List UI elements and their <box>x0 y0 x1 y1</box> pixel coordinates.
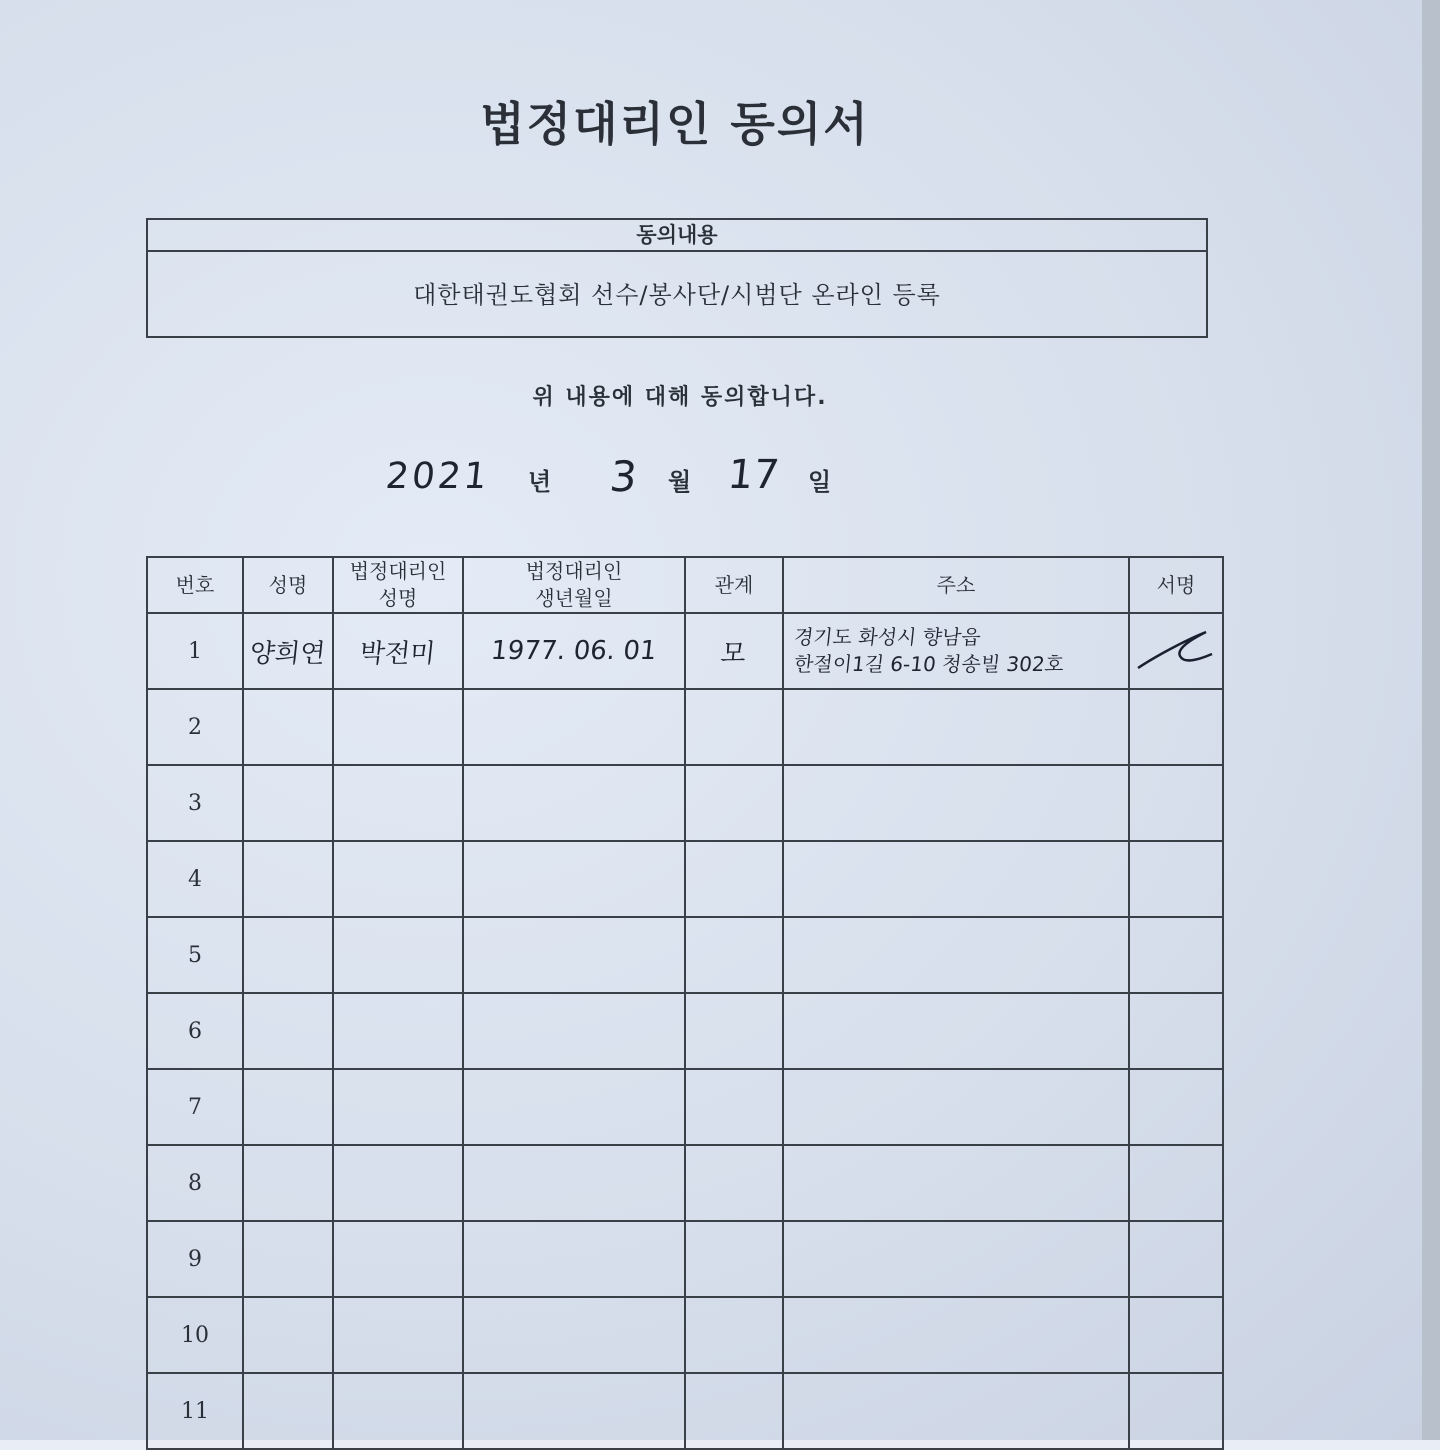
student-name-cell <box>243 841 333 917</box>
guardian-birth-cell <box>463 1373 685 1449</box>
consent-header: 동의내용 <box>148 220 1206 252</box>
signature-cell <box>1129 1221 1223 1297</box>
row-number: 1 <box>188 638 202 664</box>
table-row <box>147 1373 1223 1449</box>
relation-cell <box>685 765 783 841</box>
header-address <box>783 557 1129 613</box>
row-number: 6 <box>188 1018 202 1044</box>
table-row <box>147 1221 1223 1297</box>
guardian-name-cell <box>333 993 463 1069</box>
relation-cell <box>685 841 783 917</box>
student-name-cell <box>243 993 333 1069</box>
date-day: 17 <box>725 452 782 498</box>
row-number-cell <box>147 613 243 689</box>
guardian-name-cell <box>333 1297 463 1373</box>
address-cell <box>783 689 1129 765</box>
relation-cell <box>685 1145 783 1221</box>
document-title: 법정대리인 동의서 <box>480 97 870 151</box>
row-number: 10 <box>181 1322 209 1348</box>
date-month: 3 <box>607 452 640 501</box>
table-row <box>147 765 1223 841</box>
table-header-row <box>147 557 1223 613</box>
guardian-birth-cell <box>463 613 685 689</box>
student-name-cell <box>243 917 333 993</box>
table-row <box>147 1069 1223 1145</box>
row-number-cell <box>147 1297 243 1373</box>
row-number: 9 <box>188 1246 202 1272</box>
signature-cell <box>1129 917 1223 993</box>
guardian-name-cell <box>333 917 463 993</box>
table-row <box>147 1297 1223 1373</box>
row-number-cell <box>147 765 243 841</box>
row-number: 7 <box>188 1094 202 1120</box>
header-relation-line: 관계 <box>714 572 754 597</box>
signature-cell <box>1129 765 1223 841</box>
student-name-cell <box>243 1221 333 1297</box>
header-guardian-name <box>333 557 463 613</box>
table-row <box>147 689 1223 765</box>
row-number: 5 <box>188 942 202 968</box>
guardian-birth-cell <box>463 917 685 993</box>
guardian-name: 박전미 <box>358 638 437 669</box>
signature-cell <box>1129 613 1223 689</box>
agreement-text: 위 내용에 대해 동의합니다. <box>532 385 828 410</box>
relation-cell <box>685 689 783 765</box>
table-row <box>147 841 1223 917</box>
address-cell <box>783 1145 1129 1221</box>
relation-cell <box>685 613 783 689</box>
signature-cell <box>1129 993 1223 1069</box>
row-number-cell <box>147 689 243 765</box>
date-day-label: 일 <box>808 468 832 496</box>
address-cell <box>783 841 1129 917</box>
relation-cell <box>685 917 783 993</box>
student-name-cell <box>243 765 333 841</box>
student-name: 양희연 <box>248 638 327 669</box>
address-cell <box>783 1373 1129 1449</box>
signature-stroke <box>1138 632 1212 668</box>
date-row <box>0 450 1440 510</box>
address-line: 경기도 화성시 향남읍 <box>792 625 982 649</box>
guardian-name-cell <box>333 689 463 765</box>
guardian-birth: 1977. 06. 01 <box>489 636 659 666</box>
guardian-birth-cell <box>463 1221 685 1297</box>
student-name-cell <box>243 613 333 689</box>
guardian-name-cell <box>333 841 463 917</box>
student-name-cell <box>243 1373 333 1449</box>
guardian-birth-cell <box>463 841 685 917</box>
guardian-birth-cell <box>463 689 685 765</box>
row-number-cell <box>147 841 243 917</box>
student-name-cell <box>243 1145 333 1221</box>
row-number: 3 <box>188 790 202 816</box>
address-cell <box>783 1069 1129 1145</box>
header-guardian-name-line: 법정대리인 <box>349 559 447 583</box>
row-number-cell <box>147 1145 243 1221</box>
signature-cell <box>1129 841 1223 917</box>
signature-cell <box>1129 1373 1223 1449</box>
header-guardian-name-line: 성명 <box>378 586 418 610</box>
date-year-label: 년 <box>528 468 552 496</box>
guardian-name-cell <box>333 765 463 841</box>
row-number: 4 <box>188 866 202 892</box>
date-month-label: 월 <box>668 468 692 496</box>
address-cell <box>783 613 1129 689</box>
paper-edge <box>1422 0 1440 1440</box>
header-number-line: 번호 <box>175 572 215 597</box>
relation-cell <box>685 1221 783 1297</box>
table-row <box>147 613 1223 689</box>
relation-cell <box>685 1297 783 1373</box>
guardian-name-cell <box>333 1145 463 1221</box>
guardian-birth-cell <box>463 993 685 1069</box>
signature-cell <box>1129 1145 1223 1221</box>
row-number: 2 <box>188 714 202 740</box>
student-name-cell <box>243 1297 333 1373</box>
row-number-cell <box>147 993 243 1069</box>
guardian-name-cell <box>333 1373 463 1449</box>
guardian-birth-cell <box>463 1069 685 1145</box>
header-relation <box>685 557 783 613</box>
header-signature <box>1129 557 1223 613</box>
header-address-line: 주소 <box>936 572 976 597</box>
table-row <box>147 917 1223 993</box>
guardian-birth-cell <box>463 1297 685 1373</box>
header-number <box>147 557 243 613</box>
address-cell <box>783 1221 1129 1297</box>
row-number-cell <box>147 1069 243 1145</box>
address-cell <box>783 993 1129 1069</box>
header-guardian-birth-line: 생년월일 <box>535 586 613 610</box>
header-signature-line: 서명 <box>1156 572 1196 597</box>
relation-cell <box>685 1373 783 1449</box>
header-guardian-birth-line: 법정대리인 <box>525 559 623 583</box>
guardian-name-cell <box>333 1221 463 1297</box>
consent-box <box>146 218 1208 338</box>
header-name-line: 성명 <box>268 572 308 597</box>
relation: 모 <box>719 638 748 669</box>
relation-cell <box>685 993 783 1069</box>
address-cell <box>783 1297 1129 1373</box>
guardian-birth-cell <box>463 765 685 841</box>
guardian-birth-cell <box>463 1145 685 1221</box>
table-row <box>147 993 1223 1069</box>
handwritten-signature <box>1136 626 1216 676</box>
signature-cell <box>1129 689 1223 765</box>
row-number-cell <box>147 1373 243 1449</box>
student-name-cell <box>243 689 333 765</box>
guardian-name-cell <box>333 1069 463 1145</box>
address-line: 한절이1길 6-10 청송빌 302호 <box>792 652 1066 676</box>
table-row <box>147 1145 1223 1221</box>
student-name-cell <box>243 1069 333 1145</box>
header-name <box>243 557 333 613</box>
date-year: 2021 <box>383 456 492 497</box>
consent-body: 대한태권도협회 선수/봉사단/시범단 온라인 등록 <box>413 281 941 309</box>
address-cell <box>783 917 1129 993</box>
signature-cell <box>1129 1069 1223 1145</box>
row-number: 8 <box>188 1170 202 1196</box>
row-number-cell <box>147 1221 243 1297</box>
guardian-table <box>146 556 1224 1450</box>
row-number: 11 <box>181 1398 209 1424</box>
signature-cell <box>1129 1297 1223 1373</box>
relation-cell <box>685 1069 783 1145</box>
guardian-name-cell <box>333 613 463 689</box>
address-cell <box>783 765 1129 841</box>
header-guardian-birth <box>463 557 685 613</box>
row-number-cell <box>147 917 243 993</box>
